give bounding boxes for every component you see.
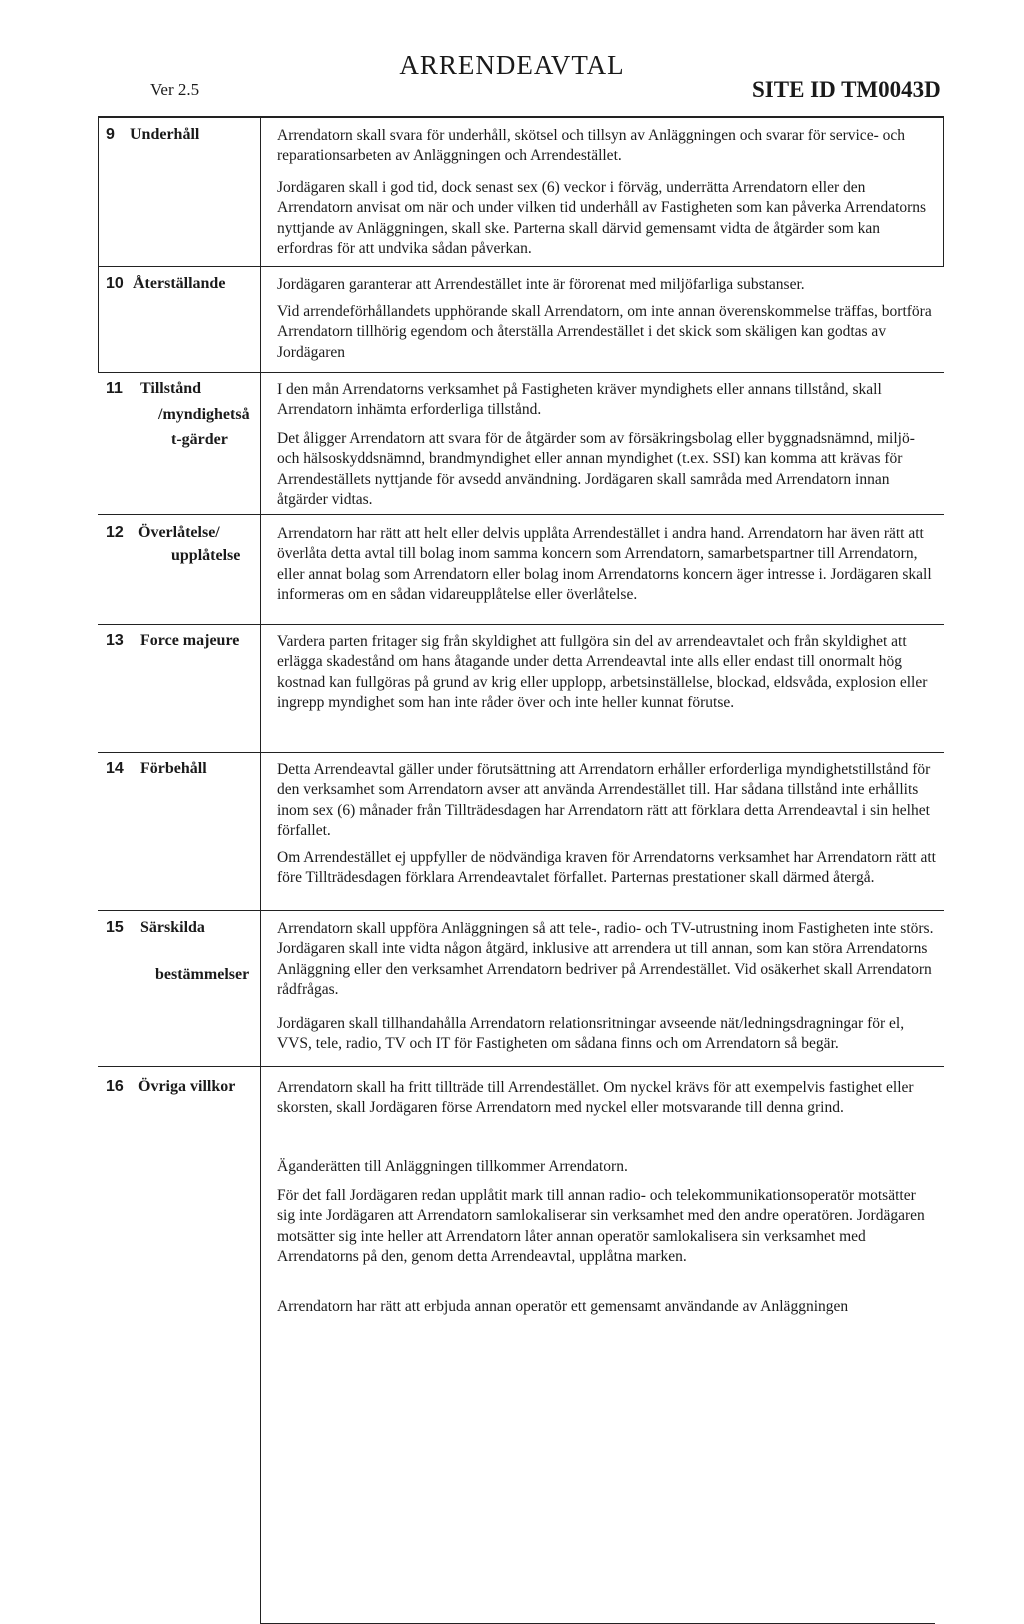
section-number: 13 <box>106 632 124 649</box>
left-rule <box>98 116 99 372</box>
section-heading: Överlåtelse/ <box>138 524 220 541</box>
site-id-label: SITE ID TM0043D <box>752 77 941 102</box>
section-paragraph: Arrendatorn har rätt att helt eller delvis upplåta Arrendestället i andra hand. Arrendatorn har även rätt att överlåta detta avtal till bolag inom samma koncern som Arrendatorn, samarbetspartner till Arrendatorn, eller annat bolag som Arrendatorn eller bolag inom Arrendatorns koncern äger intresse i. Jordägaren skall informeras om en sådan vidareupplåtelse eller överlåtelse. <box>277 525 932 604</box>
section-heading: /myndighetså <box>158 406 250 423</box>
section-divider <box>98 910 944 911</box>
section-heading: upplåtelse <box>171 547 241 564</box>
section-divider <box>98 514 944 515</box>
section-paragraph: I den mån Arrendatorns verksamhet på Fastigheten kräver myndighets eller annans tillstånd, skall Arrendatorn inhämta erforderliga tillstånd. <box>277 381 882 419</box>
section-paragraph: Arrendatorn skall uppföra Anläggningen så att tele-, radio- och TV-utrustning inom Fastigheten inte störs. Jordägaren skall inte vidta någon åtgärd, inklusive att arrendera ut till annan, som kan störa Arrendatorns Anläggning eller den verksamhet Arrendatorn bedriver på Arrendestället. Vid osäkerhet skall Arrendatorn rådfrågas. <box>277 920 934 999</box>
section-heading: bestämmelser <box>155 966 250 983</box>
section-heading: Återställande <box>133 275 226 292</box>
section-number: 14 <box>106 760 124 777</box>
column-rule <box>260 116 261 1624</box>
section-paragraph: Vid arrendeförhållandets upphörande skall Arrendatorn, om inte annan överenskommelse träffas, bortföra Arrendatorn tillhörig egendom och återställa Arrendestället i det skick som skäligen kan godtas av Jordägaren <box>277 303 932 361</box>
section-number: 9 <box>106 126 115 143</box>
section-heading: Förbehåll <box>140 760 207 777</box>
section-divider <box>98 372 944 373</box>
section-paragraph: Vardera parten fritager sig från skyldighet att fullgöra sin del av arrendeavtalet och från skyldighet att erlägga skadestånd om hans åtagande under detta Arrendeavtal inte alls eller endast till onormalt hög kostnad kan fullgöras på grund av krig eller upplopp, arbetsinställelse, blockad, eldsvåda, explosion eller ingrepp myndighet som han inte råder över och inte heller kunnat förutse. <box>277 633 928 712</box>
document-title: ARRENDEAVTAL <box>399 50 625 80</box>
section-number: 10 <box>106 275 124 292</box>
right-rule-top <box>943 116 944 266</box>
section-number: 11 <box>106 380 123 397</box>
section-heading: Force majeure <box>140 632 240 649</box>
section-heading: Underhåll <box>130 126 200 143</box>
section-heading: Särskilda <box>140 919 205 936</box>
section-number: 16 <box>106 1078 124 1095</box>
section-number: 15 <box>106 919 124 936</box>
section-paragraph: Arrendatorn skall ha fritt tillträde till Arrendestället. Om nyckel krävs för att exempelvis fastighet eller skorsten, skall Jordägaren förse Arrendatorn med nyckel eller motsvarande till denna grind. <box>277 1079 914 1117</box>
top-rule <box>98 116 944 118</box>
section-heading: Tillstånd <box>140 380 202 397</box>
section-paragraph: Om Arrendestället ej uppfyller de nödvändiga kraven för Arrendatorns verksamhet har Arrendatorn rätt att före Tillträdesdagen förklara Arrendeavtalet förfallet. Parternas prestationer skall därmed återgå. <box>277 849 936 887</box>
section-heading: t-gärder <box>171 431 228 448</box>
section-divider <box>98 624 944 625</box>
section-paragraph: Jordägaren skall i god tid, dock senast sex (6) veckor i förväg, underrätta Arrendatorn eller den Arrendatorn anvisat om när och under vilken tid underhåll av Fastigheten som kan påverka Arrendatorns nyttjande av Anläggningen, skall ske. Parterna skall därvid gemensamt vidta de åtgärder som kan erfordras för att undvika sådan påverkan. <box>277 179 927 258</box>
section-paragraph: Äganderätten till Anläggningen tillkommer Arrendatorn. <box>277 1158 628 1175</box>
section-paragraph: Detta Arrendeavtal gäller under förutsättning att Arrendatorn erhåller erforderliga myndighetstillstånd för den verksamhet som Arrendatorn avser att använda Arrendestället till. Har sådana tillstånd inte erhållits inom sex (6) månader från Tillträdesdagen har Arrendatorn rätt att förklara detta Arrendeavtal i sin helhet förfallet. <box>277 761 931 840</box>
section-paragraph: Det åligger Arrendatorn att svara för de åtgärder som av försäkringsbolag eller byggnadsnämnd, miljö- och hälsoskyddsnämnd, brandmyndighet eller annan myndighet (t.ex. SSI) kan komma att krävas för Arrendeställets nyttjande för avsedd användning. Jordägaren skall samråda med Arrendatorn innan åtgärder vidtas. <box>277 430 915 509</box>
section-divider <box>98 752 944 753</box>
section-paragraph: Arrendatorn har rätt att erbjuda annan operatör ett gemensamt användande av Anläggningen <box>277 1298 849 1315</box>
section-number: 12 <box>106 524 124 541</box>
section-divider <box>98 266 944 267</box>
section-paragraph: För det fall Jordägaren redan upplåtit mark till annan radio- och telekommunikationsoperatör motsätter sig inte Jordägaren att Arrendatorn samlokaliserar sin verksamhet med den andre operatören. Jordägaren motsätter sig inte heller att Arrendatorn låter annan operatör samlokalisera sin verksamhet med Arrendatorns på den, genom detta Arrendeavtal, upplåtna marken. <box>277 1187 925 1266</box>
section-paragraph: Jordägaren skall tillhandahålla Arrendatorn relationsritningar avseende nät/ledningsdragningar för el, VVS, tele, radio, TV och IT för Fastigheten om sådana finns och om Arrendatorn så begär. <box>277 1015 905 1053</box>
section-paragraph: Arrendatorn skall svara för underhåll, skötsel och tillsyn av Anläggningen och svarar för service- och reparationsarbeten av Anläggningen och Arrendestället. <box>277 127 905 165</box>
section-paragraph: Jordägaren garanterar att Arrendestället inte är förorenat med miljöfarliga substanser. <box>277 276 805 293</box>
section-heading: Övriga villkor <box>138 1078 236 1095</box>
section-divider <box>98 1066 944 1067</box>
version-label: Ver 2.5 <box>150 80 200 99</box>
